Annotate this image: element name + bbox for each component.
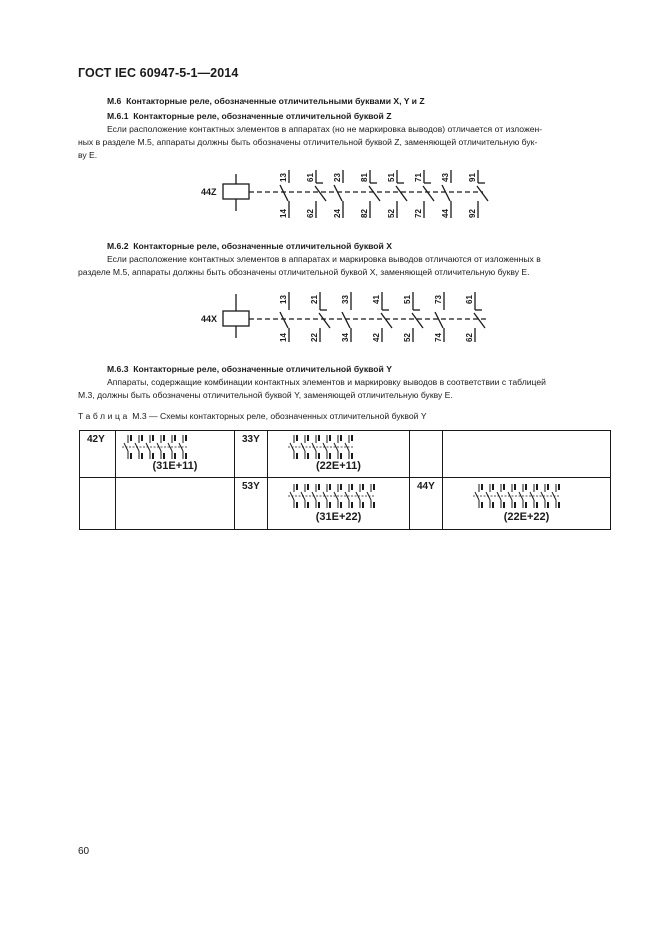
nc-contact — [477, 170, 488, 218]
mini-diagram — [120, 433, 230, 461]
contact-combination: (22E+11) — [316, 460, 361, 472]
paragraph-line: Если расположение контактных элементов в аппаратах и маркировка выводов отличаются от изложенных в — [107, 254, 541, 264]
section-m6-heading — [107, 96, 425, 106]
nc-contact — [319, 292, 330, 342]
nc-contact — [423, 170, 434, 218]
terminal-label: 81 — [360, 173, 369, 182]
terminal-label: 74 — [434, 333, 443, 342]
terminal-label: 71 — [414, 173, 423, 182]
terminal-label: 24 — [333, 209, 342, 218]
table-cell — [410, 478, 443, 530]
mini-diagram — [286, 482, 396, 510]
paragraph-line: Аппараты, содержащие комбинации контактных элементов и маркировку выводов в соответствии с таблицей — [107, 377, 546, 387]
nc-contact — [474, 292, 485, 342]
table-caption — [78, 411, 427, 421]
table-row — [80, 431, 611, 478]
terminal-label: 13 — [279, 295, 288, 304]
terminal-label: 23 — [333, 173, 342, 182]
paragraph-line: ву E. — [78, 150, 98, 160]
nc-contact — [412, 292, 423, 342]
table-cell — [80, 431, 116, 478]
contact-combination: (22E+22) — [503, 511, 550, 523]
terminal-label: 52 — [387, 209, 396, 218]
table-cell — [410, 431, 443, 478]
table-row — [80, 478, 611, 530]
paragraph-m63 — [78, 376, 616, 402]
subsection-m62-heading — [107, 241, 392, 251]
section-title: Контакторные реле, обозначенные отличительными буквами X, Y и Z — [126, 96, 425, 106]
paragraph-line: M.3, должны быть обозначены отличительной буквой Y, заменяющей отличительную букву E. — [78, 390, 453, 400]
table-m3 — [79, 430, 611, 530]
terminal-label: 44 — [441, 209, 450, 218]
mini-diagram — [471, 482, 583, 510]
subsection-number: M.6.2 — [107, 241, 129, 251]
nc-contact — [381, 292, 392, 342]
terminal-label: 72 — [414, 209, 423, 218]
terminal-label: 91 — [468, 173, 477, 182]
terminal-label: 61 — [306, 173, 315, 182]
contact-diagram-44z — [195, 164, 505, 224]
subsection-number: M.6.3 — [107, 364, 129, 374]
nc-contact — [315, 170, 326, 218]
paragraph-m62 — [78, 253, 616, 279]
document-header: ГОСТ IEC 60947-5-1—2014 — [78, 66, 239, 80]
table-cell — [235, 431, 268, 478]
table-cell — [443, 431, 611, 478]
terminal-label: 51 — [387, 173, 396, 182]
terminal-label: 52 — [403, 333, 412, 342]
table-cell — [268, 478, 410, 530]
terminal-label: 33 — [341, 295, 350, 304]
subsection-number: M.6.1 — [107, 111, 129, 121]
terminal-label: 34 — [341, 333, 350, 342]
terminal-label: 92 — [468, 209, 477, 218]
page-number: 60 — [78, 846, 90, 857]
relay-code: 33Y — [242, 434, 260, 445]
terminal-label: 14 — [279, 209, 288, 218]
subsection-m61-heading — [107, 111, 391, 121]
section-number: M.6 — [107, 96, 122, 106]
terminal-label: 43 — [441, 173, 450, 182]
table-cell — [116, 431, 235, 478]
relay-coil — [223, 311, 249, 326]
relay-code: 53Y — [242, 481, 260, 492]
terminal-label: 51 — [403, 295, 412, 304]
terminal-label: 41 — [372, 295, 381, 304]
table-cell — [268, 431, 410, 478]
subsection-m63-heading — [107, 364, 392, 374]
terminal-label: 14 — [279, 333, 288, 342]
relay-code: 44Y — [417, 481, 435, 492]
nc-contact — [396, 170, 407, 218]
paragraph-line: разделе M.5, аппараты должны быть обозначены отличительной буквой X, заменяющей отличительную букву E. — [78, 267, 530, 277]
mini-diagram — [286, 433, 396, 461]
subsection-title: Контакторные реле, обозначенные отличительной буквой X — [133, 241, 392, 251]
table-caption-prefix: Таблица — [78, 411, 130, 421]
contact-diagram-44x — [195, 286, 505, 346]
paragraph-line: Если расположение контактных элементов в аппаратах (но не маркировка выводов) отличается от изложен- — [107, 124, 543, 134]
subsection-title: Контакторные реле, обозначенные отличительной буквой Z — [133, 111, 392, 121]
relay-coil — [223, 184, 249, 199]
terminal-label: 82 — [360, 209, 369, 218]
terminal-label: 62 — [465, 333, 474, 342]
terminal-label: 13 — [279, 173, 288, 182]
diagram-label: 44X — [201, 314, 218, 324]
relay-code: 42Y — [87, 434, 105, 445]
table-cell — [80, 478, 116, 530]
terminal-label: 42 — [372, 333, 381, 342]
terminal-label: 22 — [310, 333, 319, 342]
terminal-label: 73 — [434, 295, 443, 304]
table-cell — [235, 478, 268, 530]
contact-combination: (31E+11) — [152, 460, 198, 472]
terminal-label: 62 — [306, 209, 315, 218]
contact-combination: (31E+22) — [315, 511, 362, 523]
table-cell — [116, 478, 235, 530]
table-cell — [443, 478, 611, 530]
subsection-title: Контакторные реле, обозначенные отличительной буквой Y — [133, 364, 392, 374]
table-caption-text: M.3 — Схемы контакторных реле, обозначенных отличительной буквой Y — [132, 411, 427, 421]
diagram-label: 44Z — [201, 187, 217, 197]
paragraph-line: ных в разделе M.5, аппараты должны быть обозначены отличительной буквой Z, заменяющей отличительную бук- — [78, 137, 538, 147]
terminal-label: 21 — [310, 295, 319, 304]
terminal-label: 61 — [465, 295, 474, 304]
paragraph-m61 — [78, 123, 616, 162]
nc-contact — [369, 170, 380, 218]
